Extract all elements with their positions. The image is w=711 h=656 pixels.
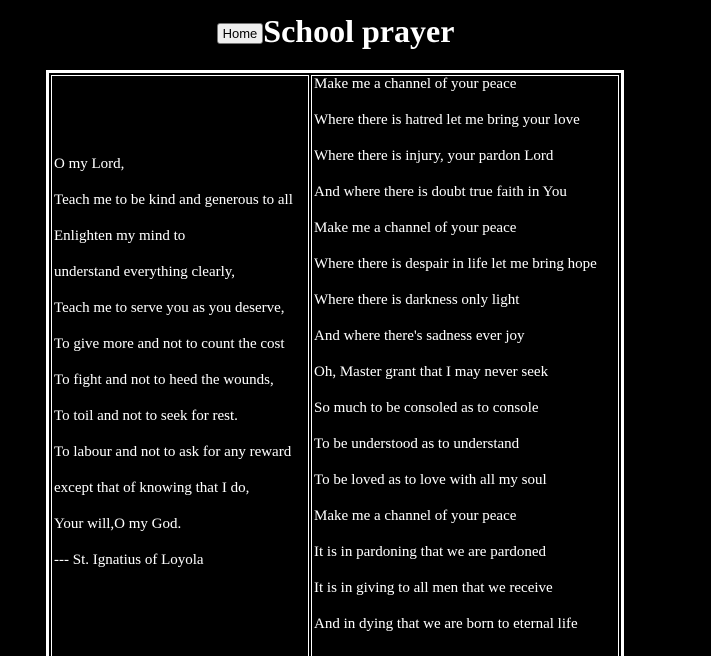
left-prayer-lines: [54, 154, 308, 586]
prayer-line: except that of knowing that I do,: [54, 480, 250, 496]
prayer-line: Teach me to serve you as you deserve,: [54, 300, 285, 316]
prayer-line: To give more and not to count the cost: [54, 336, 285, 352]
prayer-line: Where there is despair in life let me bring hope: [314, 256, 597, 272]
prayer-line: Where there is hatred let me bring your love: [314, 112, 580, 128]
prayer-line: Make me a channel of your peace: [314, 220, 517, 236]
prayer-line: To fight and not to heed the wounds,: [54, 372, 274, 388]
prayer-line: To be understood as to understand: [314, 436, 520, 452]
right-prayer-cell: [311, 75, 619, 656]
prayer-line: Where there is injury, your pardon Lord: [314, 148, 554, 164]
prayer-line: Where there is darkness only light: [314, 292, 520, 308]
prayer-line: O my Lord,: [54, 156, 125, 172]
prayer-line: Make me a channel of your peace: [314, 508, 517, 524]
prayer-line: Oh, Master grant that I may never seek: [314, 364, 549, 380]
right-prayer-lines: [314, 74, 618, 634]
home-button[interactable]: Home: [217, 23, 264, 44]
prayer-line: Your will,O my God.: [54, 516, 182, 532]
page-header: [0, 12, 671, 50]
page-title: School prayer: [263, 13, 455, 49]
prayer-line: So much to be consoled as to console: [314, 400, 539, 416]
prayer-line: It is in giving to all men that we receive: [314, 580, 553, 596]
left-prayer-cell: [51, 75, 309, 656]
prayer-line: And where there is doubt true faith in You: [314, 184, 567, 200]
prayer-line: Make me a channel of your peace: [314, 76, 517, 92]
prayer-line: And in dying that we are born to eternal life: [314, 616, 578, 632]
prayer-line: And where there's sadness ever joy: [314, 328, 525, 344]
prayer-line: To toil and not to seek for rest.: [54, 408, 238, 424]
prayer-line: understand everything clearly,: [54, 264, 236, 280]
prayer-attribution: --- St. Ignatius of Loyola: [54, 552, 204, 568]
prayer-line: Teach me to be kind and generous to all: [54, 192, 293, 208]
prayer-line: To be loved as to love with all my soul: [314, 472, 547, 488]
prayer-line: Enlighten my mind to: [54, 228, 186, 244]
prayer-line: To labour and not to ask for any reward: [54, 444, 292, 460]
prayer-line: It is in pardoning that we are pardoned: [314, 544, 547, 560]
prayer-table: [46, 70, 624, 656]
